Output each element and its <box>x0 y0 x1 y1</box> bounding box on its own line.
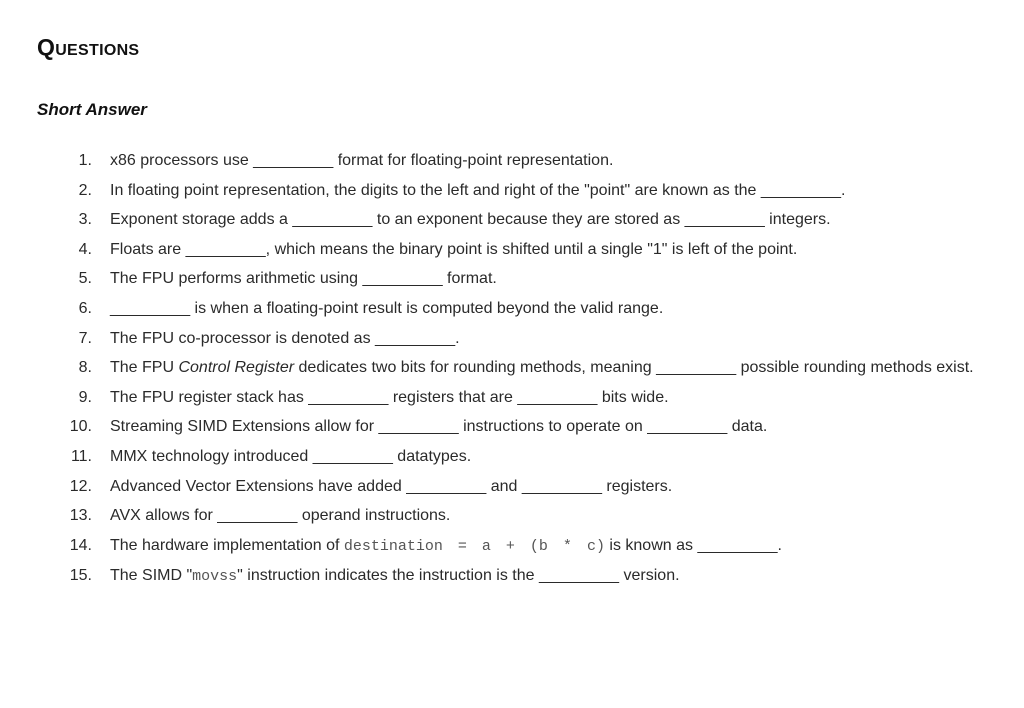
question-text-italic: Control Register <box>178 359 295 377</box>
question-item-13 <box>0 501 1024 531</box>
code-snippet: destination = a + (b * c) <box>343 537 605 555</box>
question-number: 4. <box>78 240 92 258</box>
subsection-heading: Short Answer <box>37 100 147 119</box>
question-number: 15. <box>69 567 92 585</box>
question-item-9 <box>0 383 1024 413</box>
question-text: x86 processors use _________ format for floating-point representation. <box>110 152 614 169</box>
question-number: 11. <box>70 447 92 465</box>
question-text: _________ is when a floating-point result is computed beyond the valid range. <box>110 299 664 317</box>
question-text-before: The SIMD " <box>110 567 193 585</box>
question-number: 8. <box>78 359 92 377</box>
question-item-11 <box>0 442 1024 472</box>
question-number: 12. <box>69 477 92 495</box>
question-text-after: " instruction indicates the instruction is the _________ version. <box>237 567 680 585</box>
question-item-1 <box>0 146 1024 176</box>
question-text: The FPU performs arithmetic using _________ format. <box>110 270 497 288</box>
heading-initial: Q <box>37 34 56 60</box>
question-number: 5. <box>78 270 92 288</box>
question-item-15 <box>0 561 1024 592</box>
question-number: 1. <box>78 152 92 169</box>
question-text: Exponent storage adds a _________ to an exponent because they are stored as _________ integers. <box>110 211 831 229</box>
question-item-12 <box>0 472 1024 502</box>
question-number: 9. <box>78 388 92 406</box>
question-text: AVX allows for _________ operand instructions. <box>110 507 451 525</box>
question-item-4 <box>0 235 1024 265</box>
question-text: Advanced Vector Extensions have added _________ and _________ registers. <box>110 477 673 495</box>
question-number: 10. <box>69 418 92 436</box>
question-number: 3. <box>78 211 92 229</box>
question-item-6 <box>0 294 1024 324</box>
question-text: The FPU co-processor is denoted as _________. <box>110 329 460 347</box>
heading-rest: UESTIONS <box>55 42 140 59</box>
question-number: 2. <box>78 181 92 199</box>
question-text: MMX technology introduced _________ datatypes. <box>110 447 472 465</box>
question-text: In floating point representation, the digits to the left and right of the "point" are known as the _________. <box>110 181 846 199</box>
question-text-after: dedicates two bits for rounding methods, meaning _________ possible rounding methods exist. <box>294 359 974 377</box>
section-heading <box>37 34 139 61</box>
question-list <box>0 146 1024 592</box>
question-number: 7. <box>78 329 92 347</box>
question-text: Floats are _________, which means the binary point is shifted until a single "1" is left of the point. <box>110 240 798 258</box>
question-item-5 <box>0 264 1024 294</box>
question-text: Streaming SIMD Extensions allow for _________ instructions to operate on _________ data. <box>110 418 768 436</box>
question-number: 6. <box>78 299 92 317</box>
question-item-10 <box>0 412 1024 442</box>
question-text-before: The hardware implementation of <box>110 536 344 554</box>
question-item-8 <box>0 353 1024 383</box>
question-text: The FPU register stack has _________ registers that are _________ bits wide. <box>110 388 669 406</box>
question-number: 13. <box>69 507 92 525</box>
question-number: 14. <box>69 536 92 554</box>
code-snippet: movss <box>192 568 238 586</box>
question-text-after: is known as _________. <box>604 536 782 554</box>
question-item-3 <box>0 205 1024 235</box>
question-text-before: The FPU <box>110 359 179 377</box>
question-item-2 <box>0 176 1024 206</box>
question-item-7 <box>0 324 1024 354</box>
question-item-14 <box>0 531 1024 562</box>
